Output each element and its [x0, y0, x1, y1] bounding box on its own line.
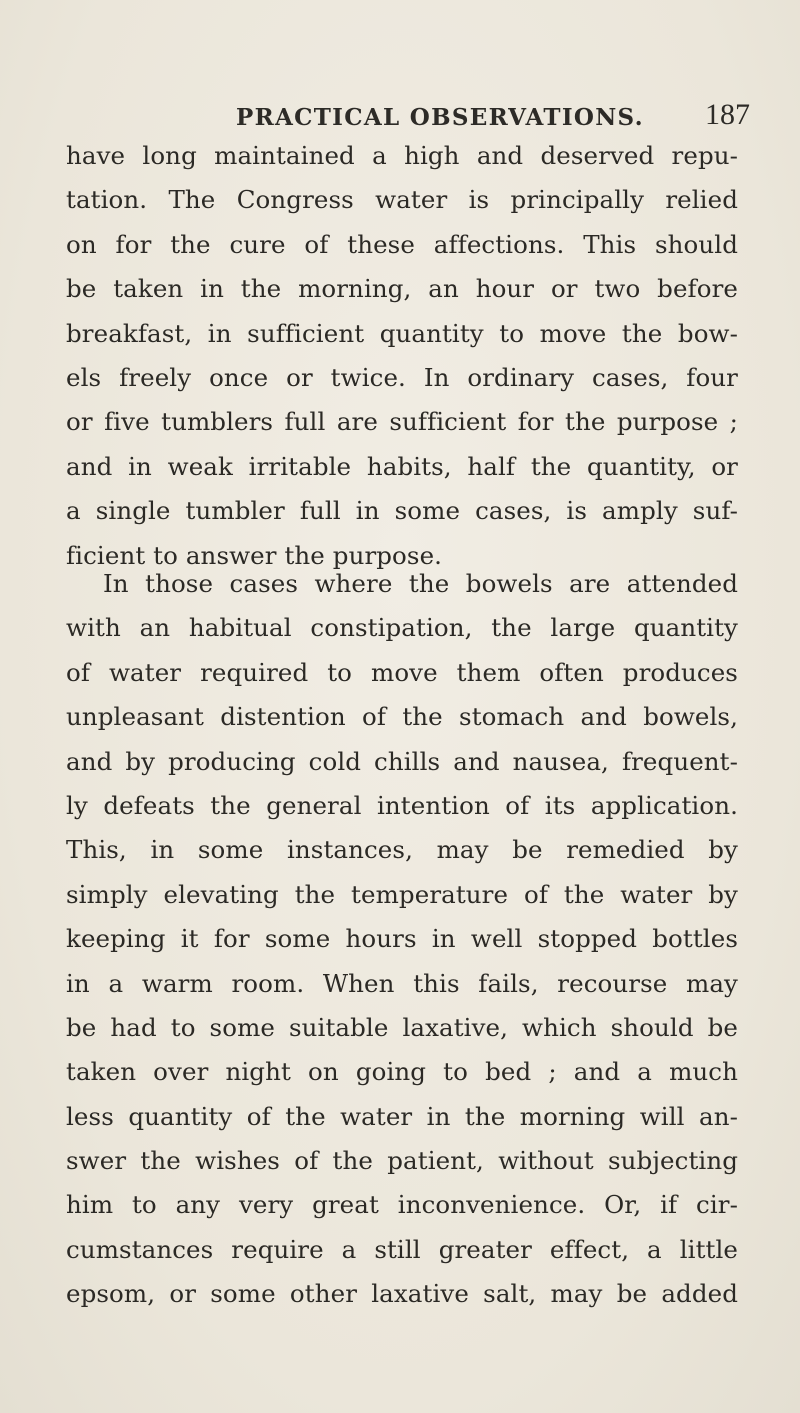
text-line: swer the wishes of the patient, without subjecting	[66, 1146, 738, 1176]
text-line: els freely once or twice. In ordinary cases, four	[66, 362, 738, 392]
text-line: epsom, or some other laxative salt, may be added	[66, 1279, 738, 1309]
text-line: breakfast, in sufficient quantity to move the bow-	[66, 318, 738, 348]
text-line: of water required to move them often produces	[66, 657, 738, 687]
text-line: in a warm room. When this fails, recourse may	[66, 968, 738, 998]
paragraph-1	[66, 134, 738, 578]
text-line: In those cases where the bowels are attended	[103, 569, 738, 598]
text-line: or five tumblers full are sufficient for the purpose ;	[66, 407, 738, 437]
text-line: less quantity of the water in the morning will an-	[66, 1101, 738, 1131]
text-line: and by producing cold chills and nausea, frequent-	[66, 746, 738, 776]
text-line: tation. The Congress water is principally relied	[66, 185, 738, 215]
text-line: a single tumbler full in some cases, is amply suf-	[66, 496, 738, 526]
text-line: This, in some instances, may be remedied by	[66, 835, 738, 865]
text-line: be had to some suitable laxative, which should be	[66, 1012, 738, 1042]
text-line: him to any very great inconvenience. Or, if cir-	[66, 1190, 738, 1220]
page-number: 187	[705, 98, 750, 131]
text-line: keeping it for some hours in well stopped bottles	[66, 924, 738, 954]
text-line: ly defeats the general intention of its application.	[66, 790, 738, 820]
paragraph-2	[66, 562, 738, 1317]
text-line: and in weak irritable habits, half the quantity, or	[66, 451, 738, 481]
text-line: cumstances require a still greater effect, a little	[66, 1234, 738, 1264]
text-line: unpleasant distention of the stomach and bowels,	[66, 702, 738, 732]
text-line: ficient to answer the purpose.	[66, 540, 443, 570]
text-line: on for the cure of these affections. This should	[66, 229, 738, 259]
text-line: with an habitual constipation, the large quantity	[66, 613, 738, 643]
text-line: be taken in the morning, an hour or two before	[66, 274, 738, 304]
text-line: have long maintained a high and deserved repu-	[66, 141, 738, 170]
text-line: taken over night on going to bed ; and a much	[66, 1057, 738, 1087]
text-line: simply elevating the temperature of the water by	[66, 879, 738, 909]
running-title: PRACTICAL OBSERVATIONS.	[236, 104, 644, 131]
